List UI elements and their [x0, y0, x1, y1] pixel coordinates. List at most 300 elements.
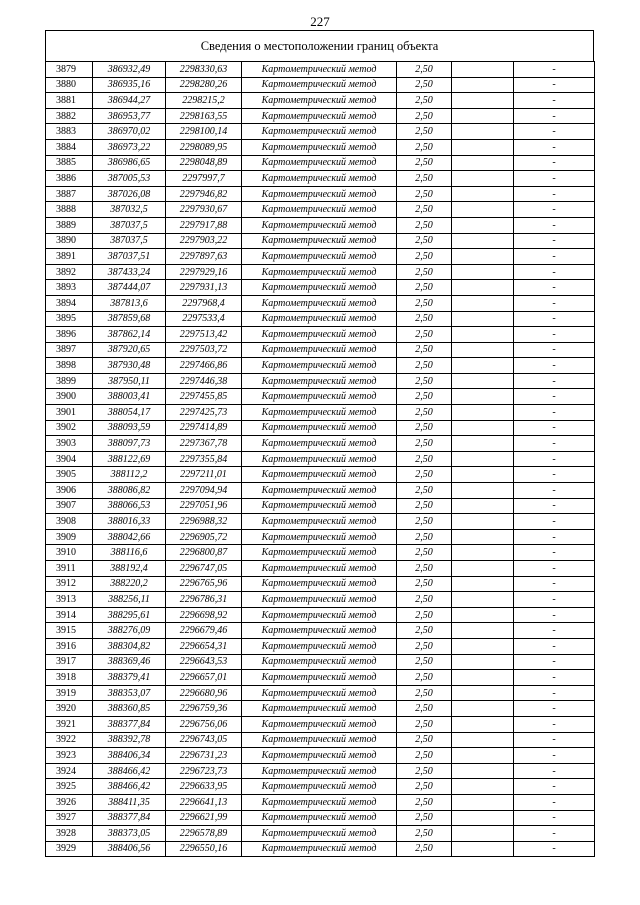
empty-cell — [452, 623, 514, 639]
point-number-cell: 3893 — [46, 280, 93, 296]
accuracy-cell: 2,50 — [397, 264, 452, 280]
point-number-cell: 3885 — [46, 155, 93, 171]
dash-cell: - — [514, 358, 595, 374]
point-number-cell: 3884 — [46, 139, 93, 155]
method-cell: Картометрический метод — [242, 93, 397, 109]
accuracy-cell: 2,50 — [397, 701, 452, 717]
accuracy-cell: 2,50 — [397, 358, 452, 374]
y-coordinate-cell: 2297903,22 — [166, 233, 242, 249]
dash-cell: - — [514, 561, 595, 577]
empty-cell — [452, 794, 514, 810]
accuracy-cell: 2,50 — [397, 155, 452, 171]
x-coordinate-cell: 387032,5 — [93, 202, 166, 218]
accuracy-cell: 2,50 — [397, 716, 452, 732]
method-cell: Картометрический метод — [242, 264, 397, 280]
point-number-cell: 3926 — [46, 794, 93, 810]
accuracy-cell: 2,50 — [397, 436, 452, 452]
x-coordinate-cell: 388353,07 — [93, 685, 166, 701]
dash-cell: - — [514, 748, 595, 764]
point-number-cell: 3928 — [46, 826, 93, 842]
method-cell: Картометрический метод — [242, 342, 397, 358]
point-number-cell: 3918 — [46, 670, 93, 686]
point-number-cell: 3903 — [46, 436, 93, 452]
table-row — [46, 62, 595, 78]
point-number-cell: 3914 — [46, 607, 93, 623]
method-cell: Картометрический метод — [242, 576, 397, 592]
empty-cell — [452, 701, 514, 717]
point-number-cell: 3916 — [46, 638, 93, 654]
point-number-cell: 3888 — [46, 202, 93, 218]
x-coordinate-cell: 387813,6 — [93, 295, 166, 311]
accuracy-cell: 2,50 — [397, 139, 452, 155]
y-coordinate-cell: 2296756,06 — [166, 716, 242, 732]
table-row — [46, 358, 595, 374]
y-coordinate-cell: 2296679,46 — [166, 623, 242, 639]
point-number-cell: 3906 — [46, 483, 93, 499]
x-coordinate-cell: 388097,73 — [93, 436, 166, 452]
accuracy-cell: 2,50 — [397, 732, 452, 748]
x-coordinate-cell: 387026,08 — [93, 186, 166, 202]
y-coordinate-cell: 2296786,31 — [166, 592, 242, 608]
empty-cell — [452, 514, 514, 530]
table-row — [46, 139, 595, 155]
point-number-cell: 3886 — [46, 171, 93, 187]
empty-cell — [452, 670, 514, 686]
table-row — [46, 171, 595, 187]
method-cell: Картометрический метод — [242, 716, 397, 732]
dash-cell: - — [514, 841, 595, 857]
y-coordinate-cell: 2297929,16 — [166, 264, 242, 280]
table-row — [46, 327, 595, 343]
point-number-cell: 3912 — [46, 576, 93, 592]
method-cell: Картометрический метод — [242, 124, 397, 140]
x-coordinate-cell: 388220,2 — [93, 576, 166, 592]
x-coordinate-cell: 388256,11 — [93, 592, 166, 608]
accuracy-cell: 2,50 — [397, 685, 452, 701]
empty-cell — [452, 826, 514, 842]
empty-cell — [452, 451, 514, 467]
dash-cell: - — [514, 451, 595, 467]
dash-cell: - — [514, 654, 595, 670]
dash-cell: - — [514, 155, 595, 171]
x-coordinate-cell: 388379,41 — [93, 670, 166, 686]
dash-cell: - — [514, 483, 595, 499]
table-row — [46, 124, 595, 140]
method-cell: Картометрический метод — [242, 670, 397, 686]
page-number: 227 — [310, 14, 330, 29]
method-cell: Картометрический метод — [242, 62, 397, 78]
method-cell: Картометрический метод — [242, 483, 397, 499]
dash-cell: - — [514, 467, 595, 483]
method-cell: Картометрический метод — [242, 249, 397, 265]
empty-cell — [452, 841, 514, 857]
empty-cell — [452, 327, 514, 343]
empty-cell — [452, 498, 514, 514]
x-coordinate-cell: 388411,35 — [93, 794, 166, 810]
accuracy-cell: 2,50 — [397, 124, 452, 140]
y-coordinate-cell: 2297211,01 — [166, 467, 242, 483]
y-coordinate-cell: 2296698,92 — [166, 607, 242, 623]
method-cell: Картометрический метод — [242, 327, 397, 343]
empty-cell — [452, 420, 514, 436]
accuracy-cell: 2,50 — [397, 342, 452, 358]
x-coordinate-cell: 388466,42 — [93, 763, 166, 779]
accuracy-cell: 2,50 — [397, 405, 452, 421]
method-cell: Картометрический метод — [242, 701, 397, 717]
point-number-cell: 3895 — [46, 311, 93, 327]
dash-cell: - — [514, 202, 595, 218]
table-row — [46, 202, 595, 218]
empty-cell — [452, 763, 514, 779]
method-cell: Картометрический метод — [242, 436, 397, 452]
table-row — [46, 576, 595, 592]
table-row — [46, 217, 595, 233]
method-cell: Картометрический метод — [242, 233, 397, 249]
y-coordinate-cell: 2296765,96 — [166, 576, 242, 592]
point-number-cell: 3920 — [46, 701, 93, 717]
empty-cell — [452, 529, 514, 545]
method-cell: Картометрический метод — [242, 732, 397, 748]
dash-cell: - — [514, 295, 595, 311]
x-coordinate-cell: 388377,84 — [93, 810, 166, 826]
dash-cell: - — [514, 685, 595, 701]
empty-cell — [452, 280, 514, 296]
empty-cell — [452, 685, 514, 701]
y-coordinate-cell: 2298330,63 — [166, 62, 242, 78]
accuracy-cell: 2,50 — [397, 280, 452, 296]
x-coordinate-cell: 388112,2 — [93, 467, 166, 483]
dash-cell: - — [514, 576, 595, 592]
empty-cell — [452, 716, 514, 732]
point-number-cell: 3925 — [46, 779, 93, 795]
dash-cell: - — [514, 405, 595, 421]
point-number-cell: 3890 — [46, 233, 93, 249]
boundary-sheet — [45, 30, 594, 857]
method-cell: Картометрический метод — [242, 514, 397, 530]
method-cell: Картометрический метод — [242, 280, 397, 296]
y-coordinate-cell: 2297968,4 — [166, 295, 242, 311]
x-coordinate-cell: 386932,49 — [93, 62, 166, 78]
point-number-cell: 3897 — [46, 342, 93, 358]
empty-cell — [452, 779, 514, 795]
accuracy-cell: 2,50 — [397, 529, 452, 545]
accuracy-cell: 2,50 — [397, 311, 452, 327]
x-coordinate-cell: 388093,59 — [93, 420, 166, 436]
method-cell: Картометрический метод — [242, 202, 397, 218]
method-cell: Картометрический метод — [242, 405, 397, 421]
x-coordinate-cell: 388276,09 — [93, 623, 166, 639]
x-coordinate-cell: 386973,22 — [93, 139, 166, 155]
table-row — [46, 670, 595, 686]
empty-cell — [452, 264, 514, 280]
x-coordinate-cell: 388304,82 — [93, 638, 166, 654]
dash-cell: - — [514, 514, 595, 530]
table-row — [46, 623, 595, 639]
x-coordinate-cell: 387930,48 — [93, 358, 166, 374]
method-cell: Картометрический метод — [242, 685, 397, 701]
x-coordinate-cell: 388466,42 — [93, 779, 166, 795]
accuracy-cell: 2,50 — [397, 841, 452, 857]
empty-cell — [452, 155, 514, 171]
table-row — [46, 311, 595, 327]
point-number-cell: 3905 — [46, 467, 93, 483]
x-coordinate-cell: 386970,02 — [93, 124, 166, 140]
table-row — [46, 451, 595, 467]
x-coordinate-cell: 387433,24 — [93, 264, 166, 280]
dash-cell: - — [514, 732, 595, 748]
method-cell: Картометрический метод — [242, 638, 397, 654]
table-row — [46, 779, 595, 795]
accuracy-cell: 2,50 — [397, 233, 452, 249]
method-cell: Картометрический метод — [242, 358, 397, 374]
table-row — [46, 295, 595, 311]
y-coordinate-cell: 2296654,31 — [166, 638, 242, 654]
accuracy-cell: 2,50 — [397, 670, 452, 686]
y-coordinate-cell: 2297930,67 — [166, 202, 242, 218]
method-cell: Картометрический метод — [242, 561, 397, 577]
point-number-cell: 3898 — [46, 358, 93, 374]
empty-cell — [452, 139, 514, 155]
y-coordinate-cell: 2297533,4 — [166, 311, 242, 327]
table-row — [46, 467, 595, 483]
point-number-cell: 3902 — [46, 420, 93, 436]
x-coordinate-cell: 388116,6 — [93, 545, 166, 561]
table-row — [46, 638, 595, 654]
x-coordinate-cell: 388392,78 — [93, 732, 166, 748]
method-cell: Картометрический метод — [242, 171, 397, 187]
table-row — [46, 186, 595, 202]
x-coordinate-cell: 388054,17 — [93, 405, 166, 421]
method-cell: Картометрический метод — [242, 592, 397, 608]
y-coordinate-cell: 2298163,55 — [166, 108, 242, 124]
table-row — [46, 826, 595, 842]
x-coordinate-cell: 388192,4 — [93, 561, 166, 577]
dash-cell: - — [514, 638, 595, 654]
method-cell: Картометрический метод — [242, 139, 397, 155]
y-coordinate-cell: 2296731,23 — [166, 748, 242, 764]
point-number-cell: 3899 — [46, 373, 93, 389]
point-number-cell: 3922 — [46, 732, 93, 748]
y-coordinate-cell: 2297897,63 — [166, 249, 242, 265]
accuracy-cell: 2,50 — [397, 327, 452, 343]
point-number-cell: 3913 — [46, 592, 93, 608]
empty-cell — [452, 748, 514, 764]
y-coordinate-cell: 2297917,88 — [166, 217, 242, 233]
x-coordinate-cell: 387950,11 — [93, 373, 166, 389]
y-coordinate-cell: 2297455,85 — [166, 389, 242, 405]
point-number-cell: 3883 — [46, 124, 93, 140]
method-cell: Картометрический метод — [242, 389, 397, 405]
x-coordinate-cell: 388377,84 — [93, 716, 166, 732]
table-row — [46, 420, 595, 436]
y-coordinate-cell: 2296743,05 — [166, 732, 242, 748]
point-number-cell: 3901 — [46, 405, 93, 421]
point-number-cell: 3879 — [46, 62, 93, 78]
table-row — [46, 607, 595, 623]
x-coordinate-cell: 388016,33 — [93, 514, 166, 530]
accuracy-cell: 2,50 — [397, 779, 452, 795]
point-number-cell: 3908 — [46, 514, 93, 530]
empty-cell — [452, 638, 514, 654]
dash-cell: - — [514, 716, 595, 732]
y-coordinate-cell: 2298100,14 — [166, 124, 242, 140]
accuracy-cell: 2,50 — [397, 420, 452, 436]
empty-cell — [452, 654, 514, 670]
point-number-cell: 3892 — [46, 264, 93, 280]
y-coordinate-cell: 2296633,95 — [166, 779, 242, 795]
dash-cell: - — [514, 810, 595, 826]
y-coordinate-cell: 2298215,2 — [166, 93, 242, 109]
dash-cell: - — [514, 779, 595, 795]
y-coordinate-cell: 2297931,13 — [166, 280, 242, 296]
point-number-cell: 3881 — [46, 93, 93, 109]
method-cell: Картометрический метод — [242, 467, 397, 483]
dash-cell: - — [514, 670, 595, 686]
method-cell: Картометрический метод — [242, 311, 397, 327]
dash-cell: - — [514, 794, 595, 810]
table-row — [46, 592, 595, 608]
accuracy-cell: 2,50 — [397, 217, 452, 233]
table-row — [46, 841, 595, 857]
point-number-cell: 3882 — [46, 108, 93, 124]
empty-cell — [452, 249, 514, 265]
table-row — [46, 685, 595, 701]
x-coordinate-cell: 387005,53 — [93, 171, 166, 187]
y-coordinate-cell: 2296723,73 — [166, 763, 242, 779]
table-row — [46, 514, 595, 530]
accuracy-cell: 2,50 — [397, 483, 452, 499]
y-coordinate-cell: 2297503,72 — [166, 342, 242, 358]
x-coordinate-cell: 387037,51 — [93, 249, 166, 265]
point-number-cell: 3900 — [46, 389, 93, 405]
point-number-cell: 3904 — [46, 451, 93, 467]
x-coordinate-cell: 388360,85 — [93, 701, 166, 717]
y-coordinate-cell: 2297367,78 — [166, 436, 242, 452]
y-coordinate-cell: 2297414,89 — [166, 420, 242, 436]
y-coordinate-cell: 2297466,86 — [166, 358, 242, 374]
accuracy-cell: 2,50 — [397, 794, 452, 810]
empty-cell — [452, 171, 514, 187]
method-cell: Картометрический метод — [242, 826, 397, 842]
y-coordinate-cell: 2298089,95 — [166, 139, 242, 155]
y-coordinate-cell: 2296747,05 — [166, 561, 242, 577]
dash-cell: - — [514, 124, 595, 140]
table-row — [46, 436, 595, 452]
empty-cell — [452, 607, 514, 623]
y-coordinate-cell: 2296550,16 — [166, 841, 242, 857]
dash-cell: - — [514, 826, 595, 842]
point-number-cell: 3927 — [46, 810, 93, 826]
empty-cell — [452, 467, 514, 483]
accuracy-cell: 2,50 — [397, 810, 452, 826]
empty-cell — [452, 124, 514, 140]
table-row — [46, 280, 595, 296]
table-row — [46, 529, 595, 545]
y-coordinate-cell: 2297513,42 — [166, 327, 242, 343]
accuracy-cell: 2,50 — [397, 514, 452, 530]
table-row — [46, 93, 595, 109]
method-cell: Картометрический метод — [242, 763, 397, 779]
x-coordinate-cell: 387037,5 — [93, 217, 166, 233]
dash-cell: - — [514, 186, 595, 202]
method-cell: Картометрический метод — [242, 155, 397, 171]
point-number-cell: 3915 — [46, 623, 93, 639]
y-coordinate-cell: 2296680,96 — [166, 685, 242, 701]
point-number-cell: 3891 — [46, 249, 93, 265]
table-body — [46, 62, 595, 857]
y-coordinate-cell: 2297946,82 — [166, 186, 242, 202]
x-coordinate-cell: 387862,14 — [93, 327, 166, 343]
accuracy-cell: 2,50 — [397, 561, 452, 577]
method-cell: Картометрический метод — [242, 748, 397, 764]
y-coordinate-cell: 2298048,89 — [166, 155, 242, 171]
accuracy-cell: 2,50 — [397, 389, 452, 405]
dash-cell: - — [514, 420, 595, 436]
boundary-table — [45, 61, 595, 857]
dash-cell: - — [514, 436, 595, 452]
x-coordinate-cell: 386986,65 — [93, 155, 166, 171]
point-number-cell: 3907 — [46, 498, 93, 514]
y-coordinate-cell: 2297051,96 — [166, 498, 242, 514]
y-coordinate-cell: 2298280,26 — [166, 77, 242, 93]
empty-cell — [452, 483, 514, 499]
dash-cell: - — [514, 342, 595, 358]
accuracy-cell: 2,50 — [397, 93, 452, 109]
accuracy-cell: 2,50 — [397, 826, 452, 842]
y-coordinate-cell: 2297997,7 — [166, 171, 242, 187]
table-row — [46, 233, 595, 249]
method-cell: Картометрический метод — [242, 623, 397, 639]
empty-cell — [452, 342, 514, 358]
x-coordinate-cell: 388406,34 — [93, 748, 166, 764]
table-row — [46, 405, 595, 421]
method-cell: Картометрический метод — [242, 295, 397, 311]
point-number-cell: 3894 — [46, 295, 93, 311]
y-coordinate-cell: 2297425,73 — [166, 405, 242, 421]
method-cell: Картометрический метод — [242, 654, 397, 670]
y-coordinate-cell: 2296578,89 — [166, 826, 242, 842]
empty-cell — [452, 233, 514, 249]
method-cell: Картометрический метод — [242, 607, 397, 623]
y-coordinate-cell: 2296621,99 — [166, 810, 242, 826]
table-row — [46, 108, 595, 124]
table-row — [46, 249, 595, 265]
x-coordinate-cell: 386953,77 — [93, 108, 166, 124]
empty-cell — [452, 62, 514, 78]
dash-cell: - — [514, 327, 595, 343]
point-number-cell: 3923 — [46, 748, 93, 764]
dash-cell: - — [514, 77, 595, 93]
table-row — [46, 77, 595, 93]
method-cell: Картометрический метод — [242, 841, 397, 857]
x-coordinate-cell: 388042,66 — [93, 529, 166, 545]
table-row — [46, 748, 595, 764]
y-coordinate-cell: 2296657,01 — [166, 670, 242, 686]
dash-cell: - — [514, 108, 595, 124]
empty-cell — [452, 576, 514, 592]
point-number-cell: 3889 — [46, 217, 93, 233]
dash-cell: - — [514, 217, 595, 233]
accuracy-cell: 2,50 — [397, 607, 452, 623]
y-coordinate-cell: 2297094,94 — [166, 483, 242, 499]
method-cell: Картометрический метод — [242, 529, 397, 545]
table-row — [46, 264, 595, 280]
y-coordinate-cell: 2297446,38 — [166, 373, 242, 389]
empty-cell — [452, 358, 514, 374]
empty-cell — [452, 311, 514, 327]
y-coordinate-cell: 2296988,32 — [166, 514, 242, 530]
x-coordinate-cell: 387444,07 — [93, 280, 166, 296]
